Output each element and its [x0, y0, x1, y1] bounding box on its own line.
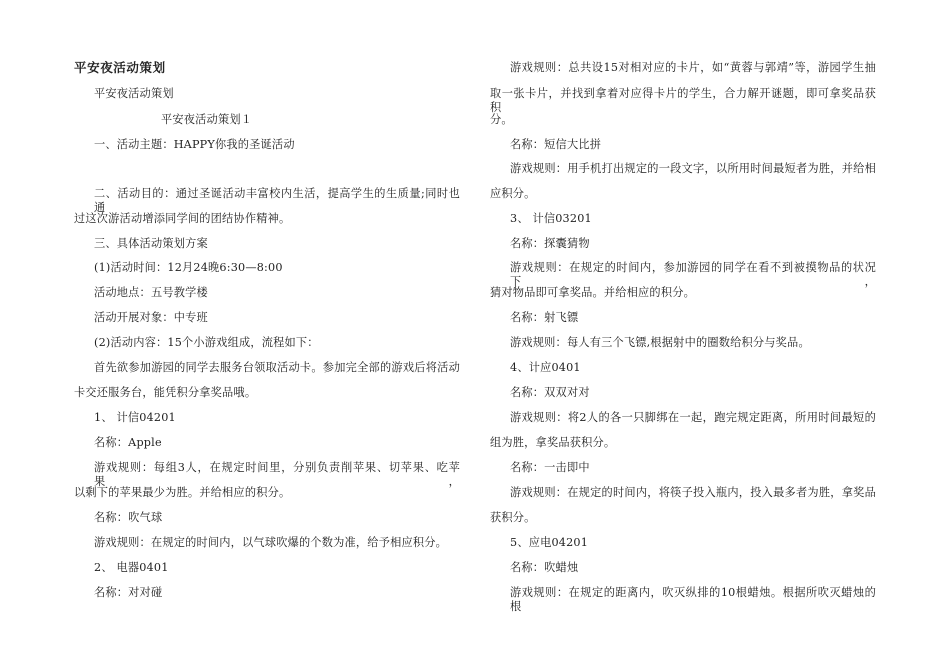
text-line: 游戏规则：每人有三个飞镖,根据射中的圈数给积分与奖品。 [510, 336, 810, 349]
text-line: 游戏规则：总共设15对相对应的卡片，如“黄蓉与郭靖”等，游园学生抽 [510, 61, 876, 74]
text-line: 平安夜活动策划１ [161, 113, 253, 126]
text-line: 猜对物品即可拿奖品。并给相应的积分。 [490, 286, 695, 299]
text-line: (2)活动内容：15个小游戏组成，流程如下： [94, 336, 319, 349]
text-line: 游戏规则：在规定的时间内，以气球吹爆的个数为准，给予相应积分。 [94, 536, 448, 549]
text-line: 一、活动主题：HAPPY你我的圣诞活动 [94, 138, 295, 151]
text-line: 名称：对对碰 [94, 586, 163, 599]
text-line: 二、活动目的：通过圣诞活动丰富校内生活，提高学生的生质量;同时也通 [94, 187, 460, 214]
text-line: 名称：探囊猜物 [510, 237, 590, 250]
text-line: 平安夜活动策划 [94, 87, 174, 100]
text-line: 名称：双双对对 [510, 386, 590, 399]
text-line: 名称：一击即中 [510, 461, 590, 474]
text-line: 以剩下的苹果最少为胜。并给相应的积分。 [74, 486, 291, 499]
text-line: 活动开展对象：中专班 [94, 311, 208, 324]
text-line: 游戏规则：在规定的距离内，吹灭纵排的10根蜡烛。根据所吹灭蜡烛的根 [510, 586, 876, 613]
text-line: 游戏规则：在规定的时间内，参加游园的同学在看不到被摸物品的状况下， [510, 261, 876, 288]
text-line: 组为胜，拿奖品获积分。 [490, 436, 616, 449]
text-line: 过这次游活动增添同学间的团结协作精神。 [74, 212, 291, 225]
text-line: 首先欲参加游园的同学去服务台领取活动卡。参加完全部的游戏后将活动 [94, 361, 460, 374]
text-line: 获积分。 [490, 511, 536, 524]
text-line: 名称：Apple [94, 436, 162, 449]
text-line: 游戏规则：在规定的时间内，将筷子投入瓶内，投入最多者为胜，拿奖品 [510, 486, 876, 499]
text-line: (1)活动时间：12月24晚6:30—8:00 [94, 261, 283, 274]
text-line: 名称：短信大比拼 [510, 138, 602, 151]
text-line: 5、应电04201 [510, 536, 589, 549]
text-line: 游戏规则：每组3人，在规定时间里，分别负责削苹果、切苹果、吃苹果， [94, 461, 460, 488]
text-line: 名称：吹蜡烛 [510, 561, 579, 574]
text-line: 4、计应0401 [510, 361, 581, 374]
text-line: 三、具体活动策划方案 [94, 237, 208, 250]
text-line: 2、 电器0401 [94, 561, 169, 574]
text-line: 1、 计信04201 [94, 411, 176, 424]
text-line: 分。 [490, 113, 513, 126]
text-line: 卡交还服务台，能凭积分拿奖品哦。 [74, 386, 257, 399]
text-line: 名称：射飞镖 [510, 311, 579, 324]
text-line: 游戏规则：将2人的各一只脚绑在一起，跑完规定距离，所用时间最短的 [510, 411, 876, 424]
text-line: 名称：吹气球 [94, 511, 163, 524]
text-line: 3、 计信03201 [510, 212, 592, 225]
text-line: 取一张卡片，并找到拿着对应得卡片的学生，合力解开谜题，即可拿奖品获积 [490, 87, 876, 114]
text-line: 游戏规则：用手机打出规定的一段文字，以所用时间最短者为胜，并给相 [510, 162, 876, 175]
text-line: 活动地点：五号教学楼 [94, 286, 208, 299]
document-title: 平安夜活动策划 [74, 60, 166, 75]
text-line: 应积分。 [490, 187, 536, 200]
